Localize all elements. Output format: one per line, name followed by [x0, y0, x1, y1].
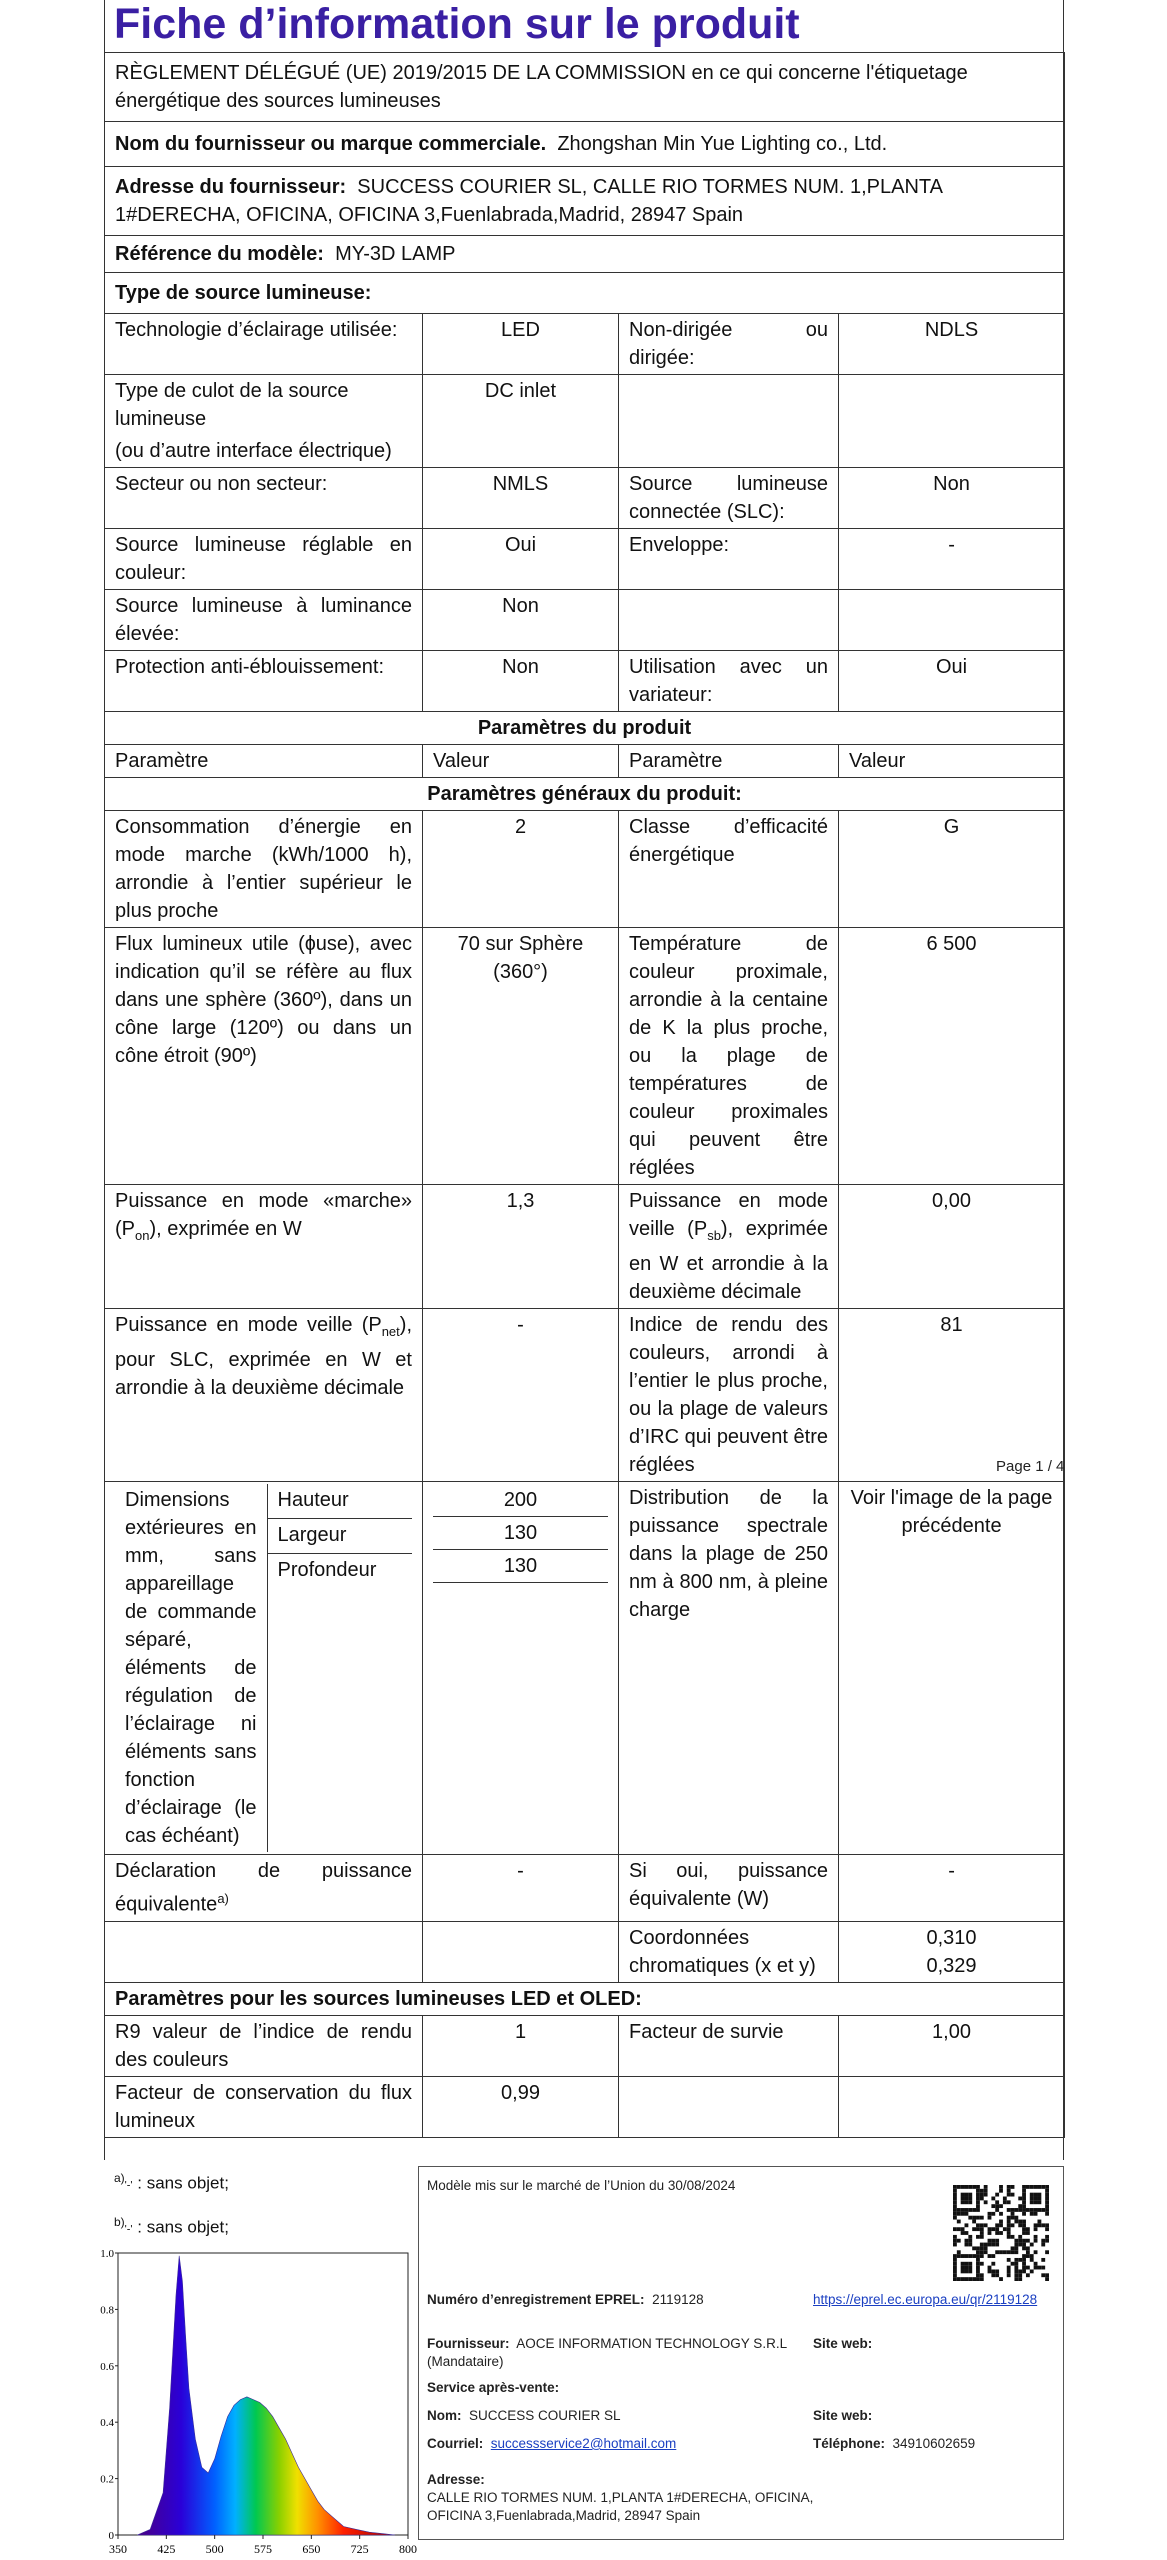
adresse-value: CALLE RIO TORMES NUM. 1,PLANTA 1#DERECHA, OFICINA, OFICINA 3,Fuenlabrada,Madrid, 28947 Spain — [427, 2490, 814, 2523]
param-cell: Si oui, puissance équivalente (W) — [619, 1855, 839, 1922]
footnote-text: : sans objet; — [137, 2217, 229, 2237]
adresse-label: Adresse: — [427, 2472, 485, 2487]
y-tick-label: 0.2 — [100, 2473, 114, 2486]
eprel-link[interactable]: https://eprel.ec.europa.eu/qr/2119128 — [813, 2292, 1038, 2307]
width-label: Largeur — [267, 1518, 412, 1553]
fournisseur-value: AOCE INFORMATION TECHNOLOGY S.R.L (Mandataire) — [427, 2336, 787, 2369]
param-text: ), exprimée en W — [149, 1218, 302, 1240]
general-row — [105, 928, 1065, 1185]
spectral-chart — [90, 2245, 420, 2560]
param-text: Puissance en mode veille (P — [115, 1314, 382, 1336]
value-cell — [839, 590, 1065, 651]
column-header-row — [105, 745, 1065, 778]
param-cell: Source lumineuse réglable en couleur: — [105, 529, 423, 590]
x-tick-label: 725 — [350, 2542, 369, 2556]
value-cell: 81 — [839, 1309, 1065, 1482]
param-cell: Facteur de conservation du flux lumineux — [105, 2076, 423, 2137]
equivalent-row — [105, 1855, 1065, 1922]
x-tick-label: 575 — [254, 2542, 272, 2556]
y-tick-label: 0 — [108, 2530, 114, 2542]
nom-value: SUCCESS COURIER SL — [469, 2408, 621, 2423]
page-number: Page 1 / 4 — [996, 1458, 1065, 1475]
fournisseur-row — [427, 2335, 807, 2371]
value-cell: 0,99 — [423, 2076, 619, 2137]
y-tick-label: 0.8 — [100, 2304, 114, 2317]
footnote — [114, 2204, 229, 2248]
param-cell: Secteur ou non secteur: — [105, 468, 423, 529]
spectral-value: Voir l'image de la page précédente — [839, 1482, 1065, 1855]
height-value: 200 — [433, 1484, 608, 1517]
footnote-symbol: '-' — [124, 2179, 133, 2192]
col-param: Paramètre — [619, 745, 839, 778]
telephone-value: 34910602659 — [892, 2436, 976, 2451]
source-row — [105, 375, 1065, 468]
param-cell: Consommation d’énergie en mode marche (kWh/1000 h), arrondie à l’entier supérieur le plus proche — [105, 811, 423, 928]
footnote-mark: b) — [114, 2214, 125, 2229]
param-cell — [619, 1185, 839, 1309]
eprel-label: Numéro d’enregistrement EPREL: — [427, 2292, 645, 2307]
nom-label: Nom: — [427, 2408, 462, 2423]
x-tick-label: 650 — [302, 2542, 321, 2556]
param-cell — [105, 1855, 423, 1922]
param-cell: R9 valeur de l’indice de rendu des couleurs — [105, 2015, 423, 2076]
y-tick-label: 0.6 — [100, 2360, 114, 2373]
col-value: Valeur — [423, 745, 619, 778]
value-cell: 70 sur Sphère (360°) — [423, 928, 619, 1185]
eprel-row — [427, 2291, 704, 2309]
chroma-row — [105, 1921, 1065, 1982]
param-cell: Non-dirigée ou dirigée: — [619, 314, 839, 375]
eprel-number: 2119128 — [652, 2292, 704, 2307]
led-heading: Paramètres pour les sources lumineuses LED et OLED: — [105, 1982, 1065, 2015]
dimensions-values-inner — [433, 1484, 608, 1583]
dimensions-label: Dimensions extérieures en mm, sans appareillage de commande séparé, éléments de régulation de l’éclairage ni éléments sans fonction d’éclairage (le cas échéant) — [115, 1484, 267, 1852]
service-label: Service après-vente: — [427, 2380, 560, 2395]
product-params-heading: Paramètres du produit — [105, 712, 1065, 745]
chroma-x: 0,310 — [926, 1926, 977, 1949]
param-cell — [619, 375, 839, 468]
param-cell: Source lumineuse connectée (SLC): — [619, 468, 839, 529]
param-cell: Classe d’efficacité énergétique — [619, 811, 839, 928]
page-title: Fiche d’information sur le produit — [114, 0, 800, 48]
param-cell: Utilisation avec un variateur: — [619, 651, 839, 712]
fournisseur-label: Fournisseur: — [427, 2336, 510, 2351]
value-cell: Non — [839, 468, 1065, 529]
param-text: ), exprimée en W et arrondie à la deuxième décimale — [629, 1218, 828, 1303]
value-cell — [839, 1921, 1065, 1982]
value-cell: Oui — [839, 651, 1065, 712]
model-label: Référence du modèle: — [115, 243, 324, 265]
footnotes — [114, 2160, 229, 2247]
param-text: (ou d’autre interface électrique) — [115, 440, 392, 462]
y-tick-label: 1.0 — [100, 2248, 114, 2260]
col-value: Valeur — [839, 745, 1065, 778]
param-text: Type de culot de la source lumineuse — [115, 380, 349, 430]
param-cell — [619, 590, 839, 651]
param-cell: Indice de rendu des couleurs, arrondi à l’entier le plus proche, ou la plage de valeurs d’IRC qui peuvent être réglées — [619, 1309, 839, 1482]
param-subscript: net — [381, 1324, 400, 1339]
x-tick-label: 350 — [109, 2542, 127, 2556]
value-cell: 1,3 — [423, 1185, 619, 1309]
depth-value: 130 — [433, 1550, 608, 1583]
param-cell: Protection anti-éblouissement: — [105, 651, 423, 712]
dimensions-inner — [115, 1484, 412, 1852]
general-row — [105, 811, 1065, 928]
param-cell — [105, 1309, 423, 1482]
value-cell: G — [839, 811, 1065, 928]
param-cell: Coordonnées chromatiques (x et y) — [619, 1921, 839, 1982]
height-label: Hauteur — [267, 1484, 412, 1518]
value-cell: - — [839, 1855, 1065, 1922]
site-web-label-2: Site web: — [813, 2408, 873, 2423]
value-cell: NMLS — [423, 468, 619, 529]
value-cell — [839, 375, 1065, 468]
dimensions-spacer — [267, 1588, 412, 1852]
supplier-name-label: Nom du fournisseur ou marque commerciale. — [115, 133, 547, 155]
value-cell: - — [423, 1855, 619, 1922]
footnote — [114, 2160, 229, 2204]
telephone-label: Téléphone: — [813, 2436, 886, 2451]
chroma-y: 0,329 — [926, 1954, 977, 1977]
spectrum-area — [137, 2256, 395, 2535]
value-cell: LED — [423, 314, 619, 375]
value-cell — [839, 2076, 1065, 2137]
param-cell: Température de couleur proximale, arrondie à la centaine de K la plus proche, ou la plage de températures de couleur proximales qui peuvent être réglées — [619, 928, 839, 1185]
x-tick-label: 425 — [157, 2542, 176, 2556]
col-param: Paramètre — [105, 745, 423, 778]
width-value: 130 — [433, 1517, 608, 1550]
regulation-text: RÈGLEMENT DÉLÉGUÉ (UE) 2019/2015 DE LA COMMISSION en ce qui concerne l'étiquetage énergétique des sources lumineuses — [105, 53, 1065, 122]
site-web-label: Site web: — [813, 2336, 873, 2351]
value-cell: 6 500 — [839, 928, 1065, 1185]
depth-label: Profondeur — [277, 1559, 377, 1581]
telephone-row — [813, 2435, 975, 2453]
dimensions-values — [423, 1482, 619, 1855]
empty-cell — [105, 1921, 423, 1982]
param-superscript: a) — [217, 1891, 229, 1906]
general-heading: Paramètres généraux du produit: — [105, 778, 1065, 811]
supplier-name-row — [105, 122, 1065, 167]
value-cell: - — [839, 529, 1065, 590]
market-date: Modèle mis sur le marché de l’Union du 30/08/2024 — [427, 2178, 736, 2193]
param-cell — [619, 2076, 839, 2137]
dimensions-cell — [105, 1482, 423, 1855]
supplier-address: SUCCESS COURIER SL, CALLE RIO TORMES NUM. 1,PLANTA 1#DERECHA, OFICINA, OFICINA 3,Fuenlabrada,Madrid, 28947 Spain — [115, 176, 942, 226]
source-row — [105, 529, 1065, 590]
param-text: Déclaration de puissance équivalente — [115, 1860, 412, 1916]
param-cell — [105, 375, 423, 468]
value-cell: DC inlet — [423, 375, 619, 468]
source-row — [105, 651, 1065, 712]
source-row — [105, 468, 1065, 529]
footnote-symbol: '-' — [124, 2223, 133, 2236]
value-cell: - — [423, 1309, 619, 1482]
led-row — [105, 2015, 1065, 2076]
energy-label-info — [418, 2166, 1064, 2540]
supplier-address-row — [105, 167, 1065, 236]
value-cell: Non — [423, 651, 619, 712]
param-subscript: on — [135, 1228, 150, 1243]
x-tick-label: 800 — [399, 2542, 417, 2556]
footnote-text: : sans objet; — [137, 2173, 229, 2193]
value-cell: Non — [423, 590, 619, 651]
spectral-label: Distribution de la puissance spectrale dans la plage de 250 nm à 800 nm, à pleine charge — [619, 1482, 839, 1855]
led-row — [105, 2076, 1065, 2137]
value-cell: Oui — [423, 529, 619, 590]
y-tick-label: 0.4 — [100, 2417, 114, 2430]
param-text: Puissance en mode «marche» (P — [115, 1190, 412, 1240]
source-type-heading: Type de source lumineuse: — [105, 273, 1065, 314]
empty-cell — [423, 1921, 619, 1982]
supplier-name: Zhongshan Min Yue Lighting co., Ltd. — [557, 133, 888, 155]
qr-code-icon — [953, 2185, 1049, 2281]
param-cell: Source lumineuse à luminance élevée: — [105, 590, 423, 651]
product-info-table — [104, 52, 1065, 2138]
source-row — [105, 590, 1065, 651]
value-cell: 0,00 — [839, 1185, 1065, 1309]
value-cell: 2 — [423, 811, 619, 928]
param-subscript: sb — [707, 1228, 721, 1243]
supplier-address-label: Adresse du fournisseur: — [115, 176, 347, 198]
courriel-label: Courriel: — [427, 2436, 484, 2451]
courriel-link[interactable]: successservice2@hotmail.com — [490, 2436, 677, 2451]
param-cell: Technologie d’éclairage utilisée: — [105, 314, 423, 375]
param-cell: Enveloppe: — [619, 529, 839, 590]
value-cell: NDLS — [839, 314, 1065, 375]
model-row — [105, 236, 1065, 273]
value-cell: 1 — [423, 2015, 619, 2076]
courriel-row — [427, 2435, 676, 2453]
value-cell: 1,00 — [839, 2015, 1065, 2076]
x-tick-label: 500 — [205, 2542, 224, 2556]
nom-row — [427, 2407, 621, 2425]
param-cell: Flux lumineux utile (ɸuse), avec indication qu’il se réfère au flux dans une sphère (360º), dans un cône large (120º) ou dans un cône étroit (90º) — [105, 928, 423, 1185]
footnote-mark: a) — [114, 2171, 125, 2185]
param-cell: Facteur de survie — [619, 2015, 839, 2076]
power-net-row — [105, 1309, 1065, 1482]
power-row — [105, 1185, 1065, 1309]
param-text: ), pour SLC, exprimée en W et arrondie à la deuxième décimale — [115, 1314, 412, 1399]
param-text: Puissance en mode veille (P — [629, 1190, 828, 1240]
param-cell — [105, 1185, 423, 1309]
source-row — [105, 314, 1065, 375]
dimensions-row — [105, 1482, 1065, 1855]
model-reference: MY-3D LAMP — [335, 243, 456, 265]
